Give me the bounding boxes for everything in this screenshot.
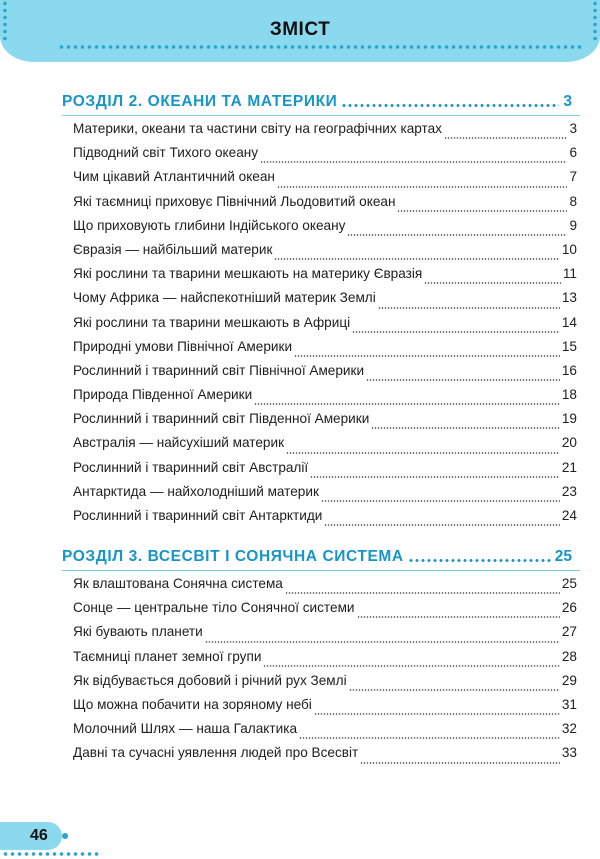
toc-entry[interactable]: [73, 411, 577, 435]
entry-page: 3: [569, 121, 577, 136]
toc-entry[interactable]: [73, 290, 577, 314]
section-2-heading[interactable]: [62, 93, 572, 111]
leader-dots: [397, 210, 567, 212]
entry-page: 29: [561, 672, 577, 688]
section-page: 3: [563, 93, 572, 110]
toc-entry[interactable]: [73, 484, 577, 508]
toc-entry[interactable]: [73, 600, 577, 624]
entry-title: Підводний світ Тихого океану: [73, 145, 259, 161]
entry-title: Євразія — найбільший материк: [73, 241, 273, 257]
entry-title: Які бувають планети: [73, 624, 203, 640]
toc-entry[interactable]: [73, 649, 577, 673]
leader-dots: [408, 559, 551, 562]
entry-page: 16: [561, 362, 577, 378]
leader-dots: [299, 737, 560, 739]
entry-page: 10: [561, 241, 577, 257]
entry-title: Рослинний і тваринний світ Північної Америки: [73, 362, 365, 378]
page-number: 46: [30, 827, 48, 844]
toc-entry[interactable]: [73, 169, 577, 193]
leader-dots: [424, 282, 561, 284]
toc-entry[interactable]: [73, 218, 577, 242]
leader-dots: [254, 403, 560, 405]
toc-entry[interactable]: [73, 339, 577, 363]
entry-page: 15: [561, 338, 577, 354]
entry-title: Сонце — центральне тіло Сонячної системи: [73, 600, 355, 616]
leader-dots: [274, 258, 559, 260]
toc-entry[interactable]: [73, 315, 577, 339]
entry-page: 9: [569, 217, 577, 233]
leader-dots: [371, 427, 560, 429]
toc-entry[interactable]: [73, 460, 577, 484]
entry-title: Які таємниці приховує Північний Льодовитий океан: [73, 193, 396, 209]
leader-dots: [260, 161, 567, 163]
leader-dots: [357, 616, 560, 618]
leader-dots: [286, 452, 560, 454]
section-3-list: [73, 576, 577, 770]
entry-title: Чим цікавий Атлантичний океан: [73, 169, 275, 185]
entry-page: 18: [561, 387, 577, 403]
leader-dots: [277, 186, 568, 188]
entry-title: Молочний Шлях — наша Галактика: [73, 721, 298, 737]
entry-title: Як відбувається добовий і річний рух Землі: [73, 672, 347, 688]
leader-dots: [366, 379, 560, 381]
leader-dots: [341, 104, 559, 107]
leader-dots: [310, 476, 560, 478]
section-3-heading[interactable]: [62, 548, 572, 566]
toc-entry[interactable]: [73, 242, 577, 266]
toc-entry[interactable]: [73, 387, 577, 411]
toc-entry[interactable]: [73, 673, 577, 697]
entry-page: 7: [569, 169, 577, 185]
entry-title: Що можна побачити на зоряному небі: [73, 696, 312, 712]
leader-dots: [324, 524, 560, 526]
toc-entry[interactable]: [73, 363, 577, 387]
tab-dot: [62, 833, 68, 839]
entry-page: 33: [561, 745, 577, 761]
leader-dots: [347, 234, 567, 236]
entry-title: Антарктида — найхолодніший материк: [73, 483, 319, 499]
entry-title: Таємниці планет земної групи: [73, 648, 262, 664]
entry-title: Материки, океани та частини світу на географічних картах: [73, 121, 442, 136]
entry-title: Рослинний і тваринний світ Антарктиди: [73, 508, 323, 523]
entry-title: Що приховують глибини Індійського океану: [73, 217, 346, 233]
entry-title: Які рослини та тварини мешкають в Африці: [73, 314, 351, 330]
entry-page: 11: [562, 266, 577, 282]
leader-dots: [378, 307, 560, 309]
entry-page: 6: [569, 145, 577, 161]
entry-page: 31: [561, 696, 577, 712]
toc-entry[interactable]: [73, 697, 577, 721]
toc-entry[interactable]: [73, 145, 577, 169]
section-page: 25: [554, 548, 572, 565]
section-title: РОЗДІЛ 3. ВСЕСВІТ І СОНЯЧНА СИСТЕМА: [62, 548, 404, 565]
toc-entry[interactable]: [73, 721, 577, 745]
entry-title: Природні умови Північної Америки: [73, 338, 293, 354]
leader-dots: [349, 689, 560, 691]
leader-dots: [360, 762, 560, 764]
entry-page: 25: [561, 576, 577, 591]
section-title: РОЗДІЛ 2. ОКЕАНИ ТА МАТЕРИКИ: [62, 93, 338, 110]
entry-page: 28: [561, 648, 577, 664]
entry-page: 32: [561, 721, 577, 737]
section-divider: [62, 570, 580, 571]
page-title: ЗМІСТ: [269, 19, 331, 40]
entry-page: 23: [561, 483, 577, 499]
toc-entry[interactable]: [73, 508, 577, 532]
toc-entry[interactable]: [73, 435, 577, 459]
section-2-list: [73, 121, 577, 532]
entry-page: 24: [561, 508, 577, 523]
toc-entry[interactable]: [73, 194, 577, 218]
entry-page: 21: [561, 459, 577, 475]
leader-dots: [205, 641, 560, 643]
leader-dots: [352, 331, 560, 333]
entry-page: 27: [561, 624, 577, 640]
entry-page: 13: [561, 290, 577, 306]
entry-page: 8: [569, 193, 577, 209]
toc-entry[interactable]: [73, 745, 577, 769]
entry-title: Австралія — найсухіший материк: [73, 435, 285, 451]
entry-title: Як влаштована Сонячна система: [73, 576, 283, 591]
toc-entry[interactable]: [73, 624, 577, 648]
toc-entry[interactable]: [73, 576, 577, 600]
toc-entry[interactable]: [73, 266, 577, 290]
toc-entry[interactable]: [73, 121, 577, 145]
section-divider: [62, 115, 580, 116]
entry-title: Природа Південної Америки: [73, 387, 253, 403]
entry-title: Рослинний і тваринний світ Австралії: [73, 459, 309, 475]
entry-page: 26: [561, 600, 577, 616]
entry-page: 19: [561, 411, 577, 427]
leader-dots: [314, 713, 560, 715]
leader-dots: [285, 592, 560, 594]
entry-title: Чому Африка — найспекотніший материк Землі: [73, 290, 376, 306]
entry-title: Давні та сучасні уявлення людей про Всесвіт: [73, 745, 359, 761]
entry-page: 14: [561, 314, 577, 330]
leader-dots: [263, 665, 559, 667]
footer-dots: [2, 851, 102, 857]
entry-page: 20: [561, 435, 577, 451]
banner-dots: [58, 44, 582, 50]
leader-dots: [444, 137, 567, 139]
leader-dots: [321, 500, 560, 502]
entry-title: Рослинний і тваринний світ Південної Америки: [73, 411, 370, 427]
entry-title: Які рослини та тварини мешкають на материку Євразія: [73, 266, 423, 282]
leader-dots: [294, 355, 560, 357]
